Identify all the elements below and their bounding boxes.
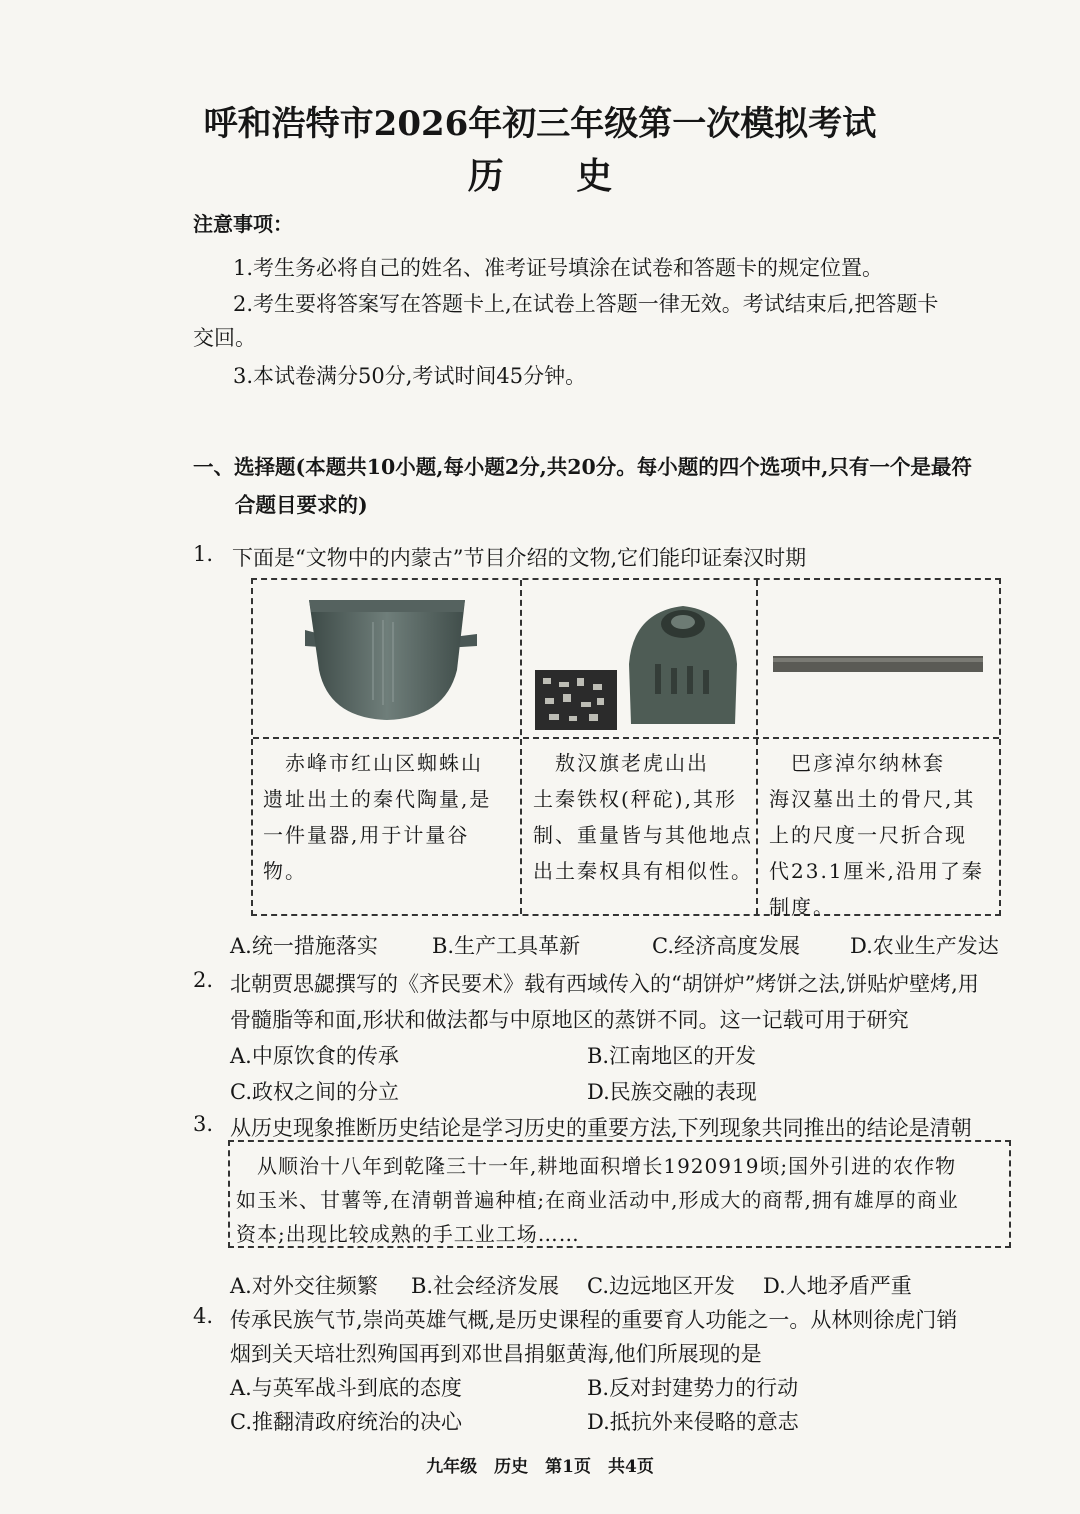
bone-ruler-image bbox=[771, 652, 986, 676]
q4-option-a[interactable]: A.与英军战斗到底的态度 bbox=[230, 1376, 462, 1400]
question-1-stem: 下面是“文物中的内蒙古”节目介绍的文物,它们能印证秦汉时期 bbox=[232, 546, 807, 570]
page-footer: 九年级 历史 第1页 共4页 bbox=[426, 1457, 654, 1477]
pottery-measure-image bbox=[295, 590, 485, 730]
question-4-stem-line1: 传承民族气节,崇尚英雄气概,是历史课程的重要育人功能之一。从林则徐虎门销 bbox=[230, 1308, 958, 1332]
q4-option-c[interactable]: C.推翻清政府统治的决心 bbox=[230, 1410, 462, 1434]
q3-material-line1: 从顺治十八年到乾隆三十一年,耕地面积增长1920919顷;国外引进的农作物 bbox=[236, 1154, 957, 1178]
q2-option-b[interactable]: B.江南地区的开发 bbox=[587, 1044, 757, 1068]
section-heading-cont: 合题目要求的) bbox=[235, 493, 368, 517]
artifact-2-description: 敖汉旗老虎山出 土秦铁权(秤砣),其形 制、重量皆与其他地点 出土秦权具有相似性。 bbox=[533, 751, 753, 883]
q4-option-b[interactable]: B.反对封建势力的行动 bbox=[587, 1376, 799, 1400]
exam-title: 呼和浩特市2026年初三年级第一次模拟考试 bbox=[203, 104, 877, 144]
notice-item-2a: 2.考生要将答案写在答题卡上,在试卷上答题一律无效。考试结束后,把答题卡 bbox=[233, 292, 939, 316]
question-4-stem-line2: 烟到关天培壮烈殉国再到邓世昌捐躯黄海,他们所展现的是 bbox=[230, 1342, 762, 1366]
question-2-stem-line2: 骨髓脂等和面,形状和做法都与中原地区的蒸饼不同。这一记载可用于研究 bbox=[230, 1008, 909, 1032]
q3-option-c[interactable]: C.边远地区开发 bbox=[587, 1274, 735, 1298]
artifact-table bbox=[251, 578, 1001, 919]
q3-option-d[interactable]: D.人地矛盾严重 bbox=[763, 1274, 912, 1298]
question-4-number: 4. bbox=[193, 1304, 214, 1328]
q1-option-a[interactable]: A.统一措施落实 bbox=[230, 934, 378, 958]
question-2-number: 2. bbox=[193, 968, 214, 992]
question-3-number: 3. bbox=[193, 1112, 214, 1136]
artifact-1-description: 赤峰市红山区蜘蛛山 遗址出土的秦代陶量,是 一件量器,用于计量谷物。 bbox=[263, 751, 492, 883]
question-1-number: 1. bbox=[193, 542, 214, 566]
question-2-stem-line1: 北朝贾思勰撰写的《齐民要术》载有西域传入的“胡饼炉”烤饼之法,饼贴炉壁烤,用 bbox=[230, 972, 979, 996]
q3-option-b[interactable]: B.社会经济发展 bbox=[411, 1274, 560, 1298]
notice-item-2b: 交回。 bbox=[193, 326, 256, 350]
q3-option-a[interactable]: A.对外交往频繁 bbox=[230, 1274, 378, 1298]
notice-heading: 注意事项： bbox=[193, 212, 293, 236]
question-3-stem: 从历史现象推断历史结论是学习历史的重要方法,下列现象共同推出的结论是清朝 bbox=[230, 1116, 972, 1140]
notice-item-3: 3.本试卷满分50分,考试时间45分钟。 bbox=[233, 364, 587, 388]
q3-material-line3: 资本;出现比较成熟的手工业工场…… bbox=[236, 1222, 580, 1246]
subject-title: 历 史 bbox=[467, 155, 643, 197]
q3-material-line2: 如玉米、甘薯等,在清朝普遍种植;在商业活动中,形成大的商帮,拥有雄厚的商业 bbox=[236, 1188, 959, 1212]
artifact-3-description: 巴彦淖尔纳林套 海汉墓出土的骨尺,其 上的尺度一尺折合现 代23.1厘米,沿用了秦 制度。 bbox=[769, 751, 984, 919]
section-heading: 一、选择题(本题共10小题,每小题2分,共20分。每小题的四个选项中,只有一个是最符 bbox=[193, 455, 972, 479]
q1-option-c[interactable]: C.经济高度发展 bbox=[652, 934, 800, 958]
notice-item-1: 1.考生务必将自己的姓名、准考证号填涂在试卷和答题卡的规定位置。 bbox=[233, 256, 884, 280]
q2-option-c[interactable]: C.政权之间的分立 bbox=[230, 1080, 399, 1104]
q1-option-b[interactable]: B.生产工具革新 bbox=[432, 934, 581, 958]
q2-option-d[interactable]: D.民族交融的表现 bbox=[587, 1080, 757, 1104]
q1-option-d[interactable]: D.农业生产发达 bbox=[850, 934, 999, 958]
q2-option-a[interactable]: A.中原饮食的传承 bbox=[230, 1044, 399, 1068]
q4-option-d[interactable]: D.抵抗外来侵略的意志 bbox=[587, 1410, 799, 1434]
iron-weight-image bbox=[533, 594, 748, 734]
